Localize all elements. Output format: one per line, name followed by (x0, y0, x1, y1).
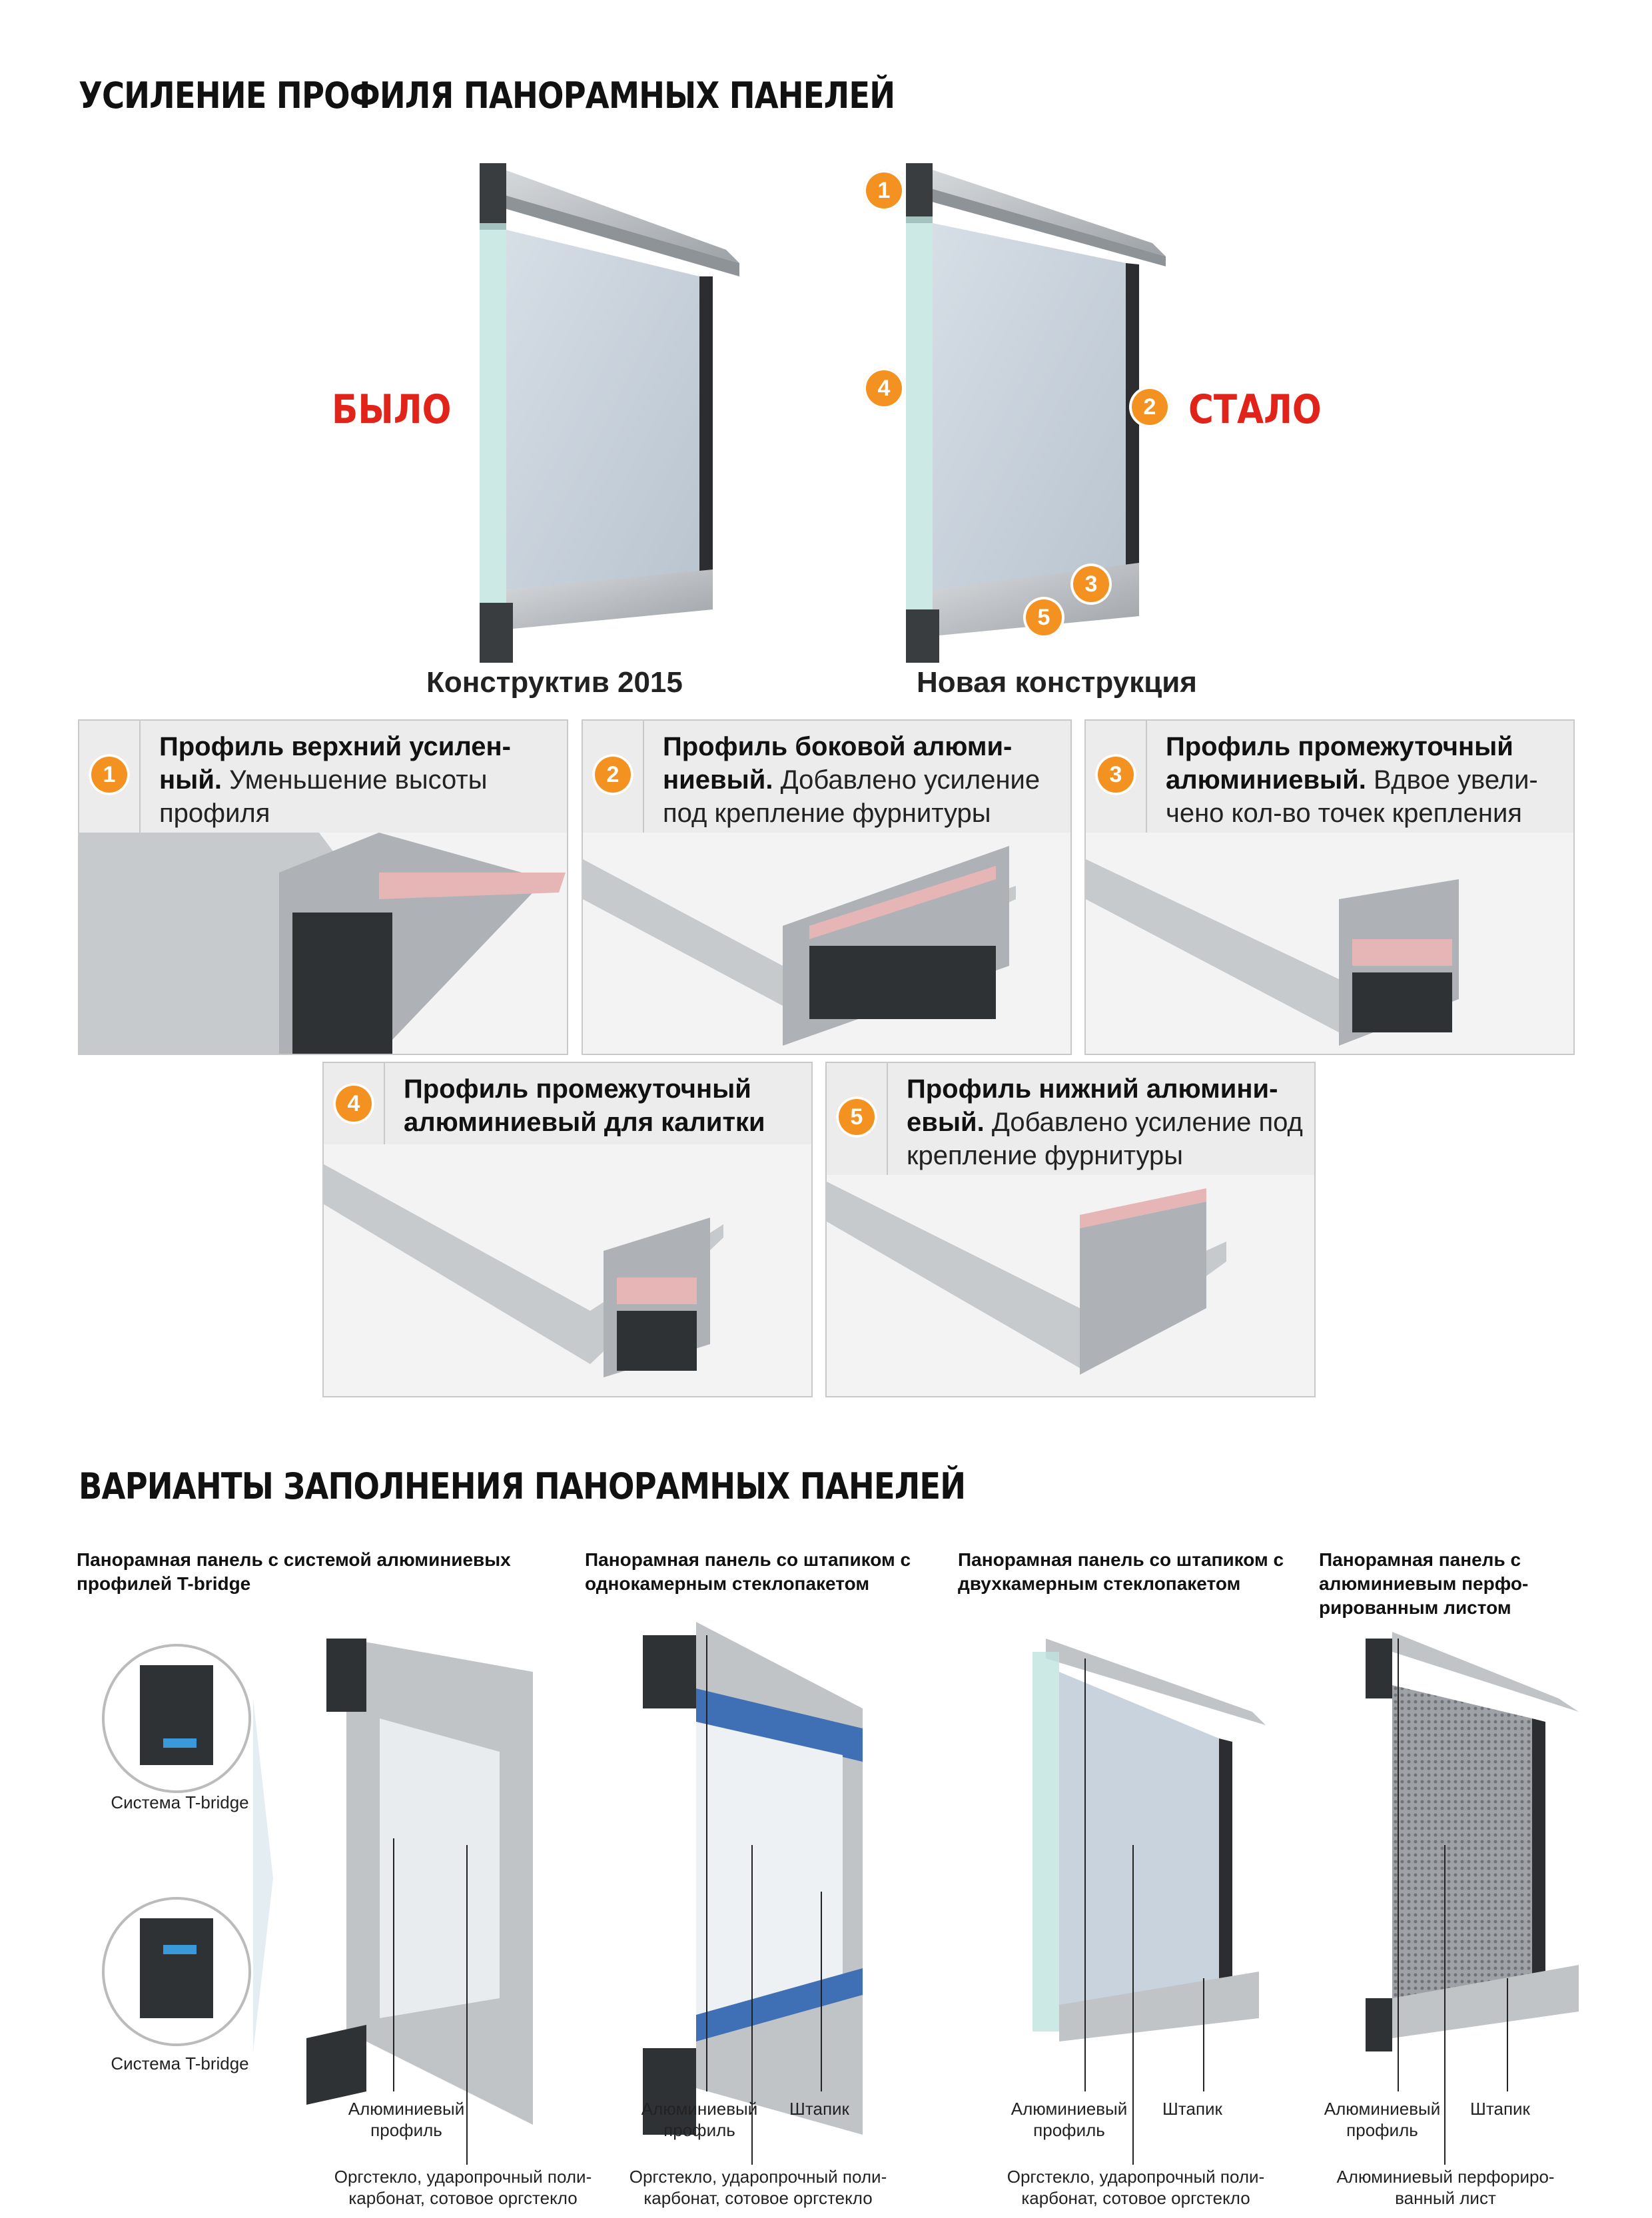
badge-2: 2 (1129, 386, 1170, 428)
tbridge-label-1: Система T-bridge (111, 1792, 249, 1812)
variant-title-4: Панорамная панель с алюминиевым перфо-рированным листом (1319, 1549, 1529, 1618)
card-text-4: Профиль промежуточный алюминиевый для калитки (404, 1074, 765, 1137)
after-label: СТАЛО (1188, 386, 1322, 433)
variant-2-label-a: Алюминиевый профиль (641, 2099, 758, 2140)
leader-v1-profile (393, 1838, 394, 2091)
card-badge-2: 2 (592, 754, 633, 795)
card-text-2: Профиль боковой алюми-ниевый. Добавлено усиление под крепление фурнитуры (663, 732, 1040, 828)
tbridge-label-2: Система T-bridge (111, 2053, 249, 2073)
profile-card-3 (1084, 719, 1575, 1055)
section1-title: УСИЛЕНИЕ ПРОФИЛЯ ПАНОРАМНЫХ ПАНЕЛЕЙ (79, 75, 895, 117)
profile-illustration-4 (324, 1144, 811, 1396)
variant-1-label-a: Алюминиевый профиль (348, 2099, 465, 2140)
variant-title-3: Панорамная панель со штапиком с двухкамерным стеклопакетом (958, 1549, 1284, 1594)
profile-illustration-3 (1086, 833, 1573, 1054)
variant-3-bottom: Оргстекло, ударопрочный поли-карбонат, сотовое оргстекло (1007, 2167, 1265, 2208)
before-label: БЫЛО (332, 386, 452, 433)
before-caption: Конструктив 2015 (426, 666, 683, 699)
card-text-3: Профиль промежуточный алюминиевый. Вдвое увели-чено кол-во точек крепления (1166, 732, 1538, 828)
variant-3-label-a: Алюминиевый профиль (1011, 2099, 1128, 2140)
card-badge-4: 4 (333, 1083, 374, 1124)
card-text-5: Профиль нижний алюмини-евый. Добавлено усиление под крепление фурнитуры (907, 1074, 1303, 1170)
card-badge-3: 3 (1095, 754, 1136, 795)
badge-1: 1 (863, 170, 905, 211)
variant-2-bottom: Оргстекло, ударопрочный поли-карбонат, сотовое оргстекло (629, 2167, 887, 2208)
badge-5: 5 (1023, 597, 1064, 638)
profile-illustration-5 (827, 1175, 1314, 1396)
leader-v4-bead (1507, 1978, 1508, 2091)
leader-v3-bead (1203, 1978, 1204, 2091)
card-badge-5: 5 (836, 1096, 877, 1138)
badge-3: 3 (1070, 563, 1112, 605)
leader-v2-bead (821, 1892, 822, 2091)
profile-card-1 (78, 719, 568, 1055)
variant-4-bottom: Алюминиевый перфориро-ванный лист (1336, 2167, 1555, 2208)
variant-4-illustration (1359, 1625, 1585, 2051)
variant-title-2: Панорамная панель со штапиком с однокамерным стеклопакетом (585, 1549, 911, 1594)
variant-title-1: Панорамная панель с системой алюминиевых профилей T-bridge (77, 1549, 511, 1594)
leader-v3-profile (1084, 1659, 1086, 2091)
before-panel-illustration (460, 150, 753, 666)
profile-illustration-1 (79, 833, 567, 1054)
profile-card-5 (825, 1062, 1316, 1397)
variant-3-label-b: Штапик (1162, 2099, 1222, 2119)
variant-3-illustration (1019, 1632, 1272, 2045)
card-text-1: Профиль верхний усилен-ный. Уменьшение высоты профиля (159, 732, 511, 828)
badge-4: 4 (863, 368, 905, 409)
card-badge-1: 1 (89, 754, 130, 795)
after-caption: Новая конструкция (917, 666, 1197, 699)
profile-illustration-2 (583, 833, 1070, 1054)
profile-card-2 (582, 719, 1072, 1055)
variant-1-bottom: Оргстекло, ударопрочный поли-карбонат, сотовое оргстекло (334, 2167, 592, 2208)
leader-v2-profile (706, 1635, 707, 2091)
variant-2-label-b: Штапик (789, 2099, 849, 2119)
leader-v4-profile (1398, 1639, 1399, 2091)
variant-2-illustration (636, 1622, 863, 2141)
section2-title: ВАРИАНТЫ ЗАПОЛНЕНИЯ ПАНОРАМНЫХ ПАНЕЛЕЙ (79, 1465, 966, 1507)
profile-card-4 (322, 1062, 813, 1397)
variant-4-label-a: Алюминиевый профиль (1324, 2099, 1441, 2140)
variant-4-label-b: Штапик (1470, 2099, 1530, 2119)
